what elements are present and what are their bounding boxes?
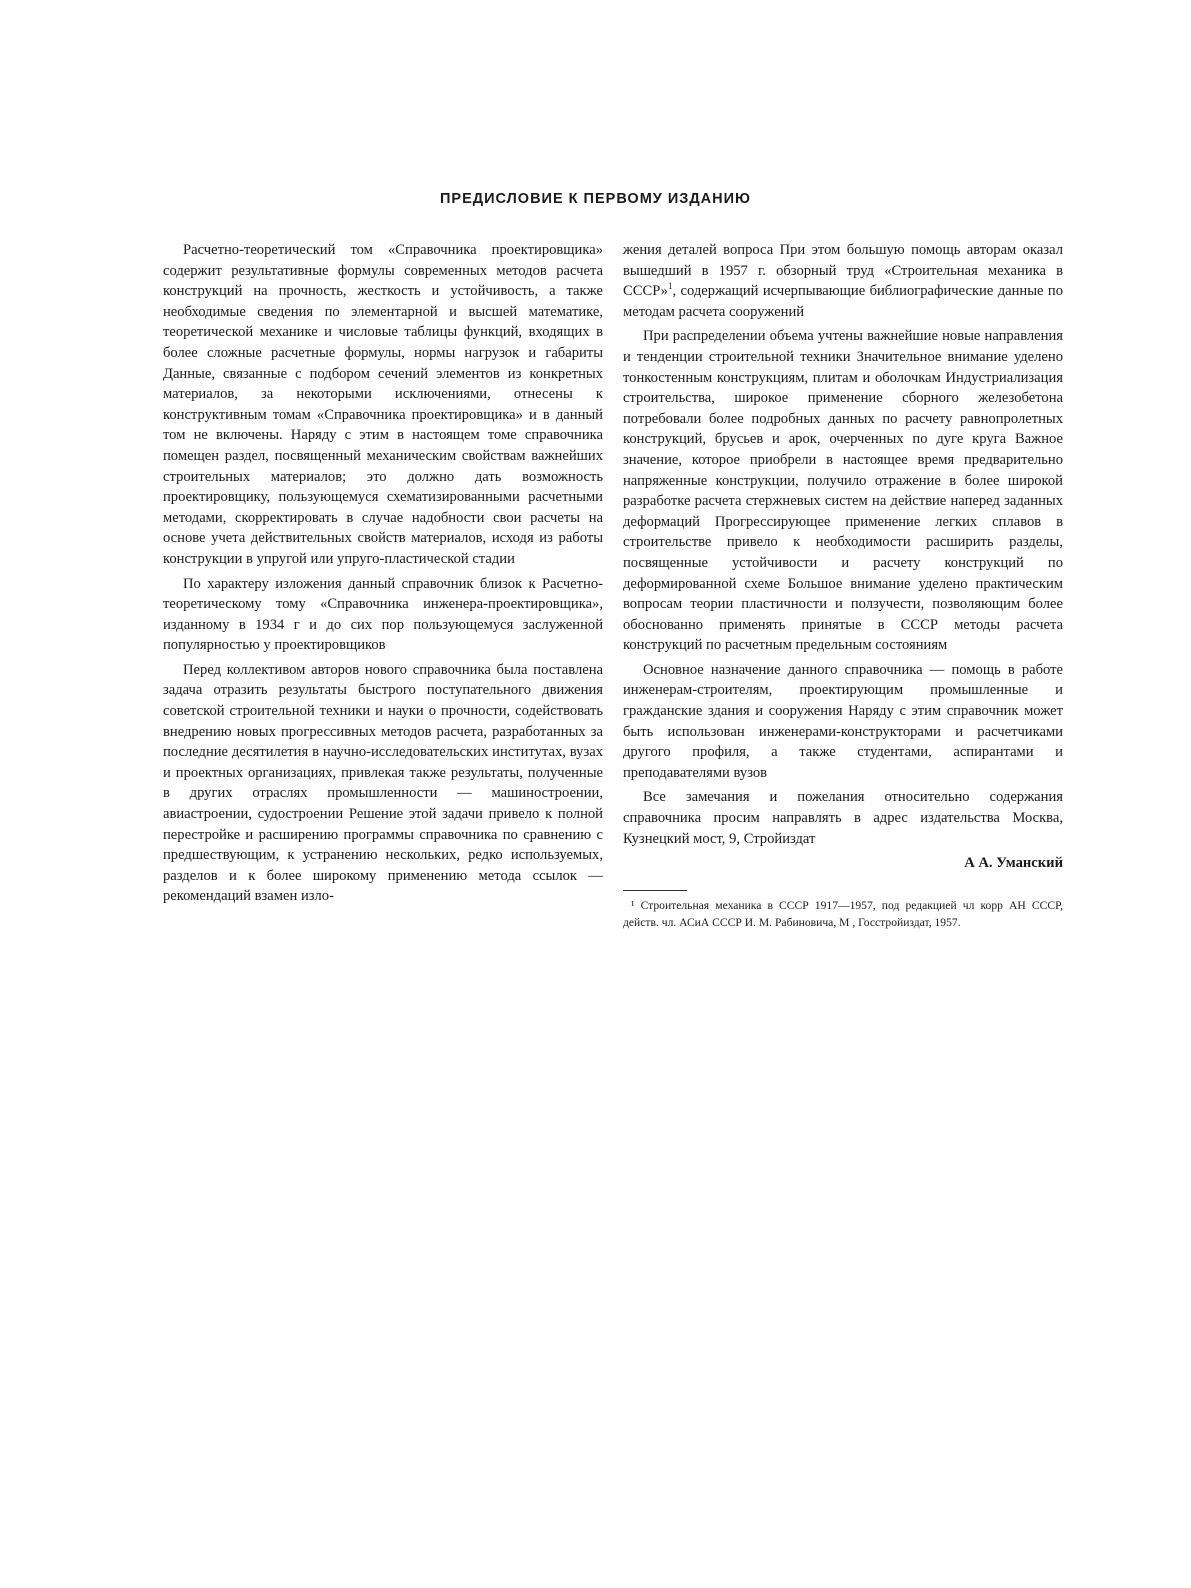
paragraph: Расчетно-теоретический том «Справочника проектировщика» содержит результативные формулы современных методов расчета конструкций на прочность, жесткость и устойчивость, а также необходимые сведения по элементарной и высшей математике, теоретической механике и числовые таблицы функций, входящих в более сложные расчетные формулы, нормы нагрузок и габариты Данные, связанные с подбором сечений элементов из конкретных материалов, за некоторыми исключениями, отнесены к конструктивным томам «Справочника проектировщика» и в данный том не включены. Наряду с этим в настоящем томе справочника помещен раздел, посвященный механическим свойствам важнейших строительных материалов; это должно дать возможность проектировщику, пользующемуся схематизированными расчетными методами, скорректировать в случае надобности свои расчеты на основе учета действительных свойств материалов, исходя из работы конструкции в упругой или упруго-пластической стадии: [163, 242, 603, 567]
paragraph: Основное назначение данного справочника — помощь в работе инженерам-строителям, проектирующим промышленные и гражданские здания и сооружения Наряду с этим справочник может быть использован инженерами-конструкторами и расчетчиками другого профиля, а также студентами, аспирантами и преподавателями вузов: [623, 661, 1063, 781]
left-column: [163, 240, 603, 911]
paragraph: При распределении объема учтены важнейшие новые направления и тенденции строительной техники Значительное внимание уделено тонкостенным конструкциям, плитам и оболочкам Индустриализация строительства, широкое применение сборного железобетона потребовали более подробных данных по расчету равнопролетных конструкций, брусьев и арок, очерченных по дуге круга Важное значение, которое приобрели в настоящее время предварительно напряженные конструкции, получило отражение в более широкой разработке расчета стержневых систем на действие наперед заданных деформаций Прогрессирующее применение легких сплавов в строительстве привело к необходимости расширить разделы, посвященные устойчивости и расчету конструкций по деформированной схеме Большое внимание уделено практическим вопросам теории пластичности и ползучести, позволяющим более обоснованно применять принятые в СССР методы расчета конструкций по расчетным предельным состояниям: [623, 328, 1063, 654]
paragraph: По характеру изложения данный справочник близок к Расчетно-теоретическому тому «Справочника инженера-проектировщика», изданному в 1934 г и до сих пор пользующемуся заслуженной популярностью у проектировщиков: [163, 575, 603, 654]
page-title: ПРЕДИСЛОВИЕ К ПЕРВОМУ ИЗДАНИЮ: [440, 191, 751, 207]
author-signature: А А. Уманский: [964, 855, 1063, 872]
footnote-divider: [623, 890, 687, 891]
footnote: ¹ Строительная механика в СССР 1917—1957, под редакцией чл корр АН СССР, действ. чл. АСиА СССР И. М. Рабиновича, М , Госстройиздат, 1957.: [623, 898, 1063, 929]
right-column: [623, 240, 1063, 935]
paragraph: Все замечания и пожелания относительно содержания справочника просим направлять в адрес издательства Москва, Кузнецкий мост, 9, Стройиздат: [623, 789, 1063, 847]
paragraph-text: , содержащий исчерпывающие библиографические данные по методам расчета сооружений: [623, 283, 1063, 320]
paragraph: Перед коллективом авторов нового справочника была поставлена задача отразить результаты быстрого поступательного движения советской строительной техники и науки о прочности, содействовать внедрению новых прогрессивных методов расчета, разработанных за последние десятилетия в научно-исследовательских институтах, вузах и проектных организациях, привлекая также результаты, полученные в других отраслях промышленности — машиностроении, авиастроении, судостроении Решение этой задачи привело к полной перестройке и расширению программы справочника по сравнению с предшествующим, к устранению нескольких, редко используемых, разделов и к более широкому применению метода ссылок — рекомендаций взамен изло-: [163, 661, 603, 905]
paragraph-text: жения деталей вопроса При этом большую помощь авторам оказал вышедший в 1957 г. обзорный труд «Строительная механика в СССР»: [623, 242, 1063, 300]
footnote-reference: 1: [667, 281, 673, 292]
paragraph-continued: [623, 240, 1063, 322]
